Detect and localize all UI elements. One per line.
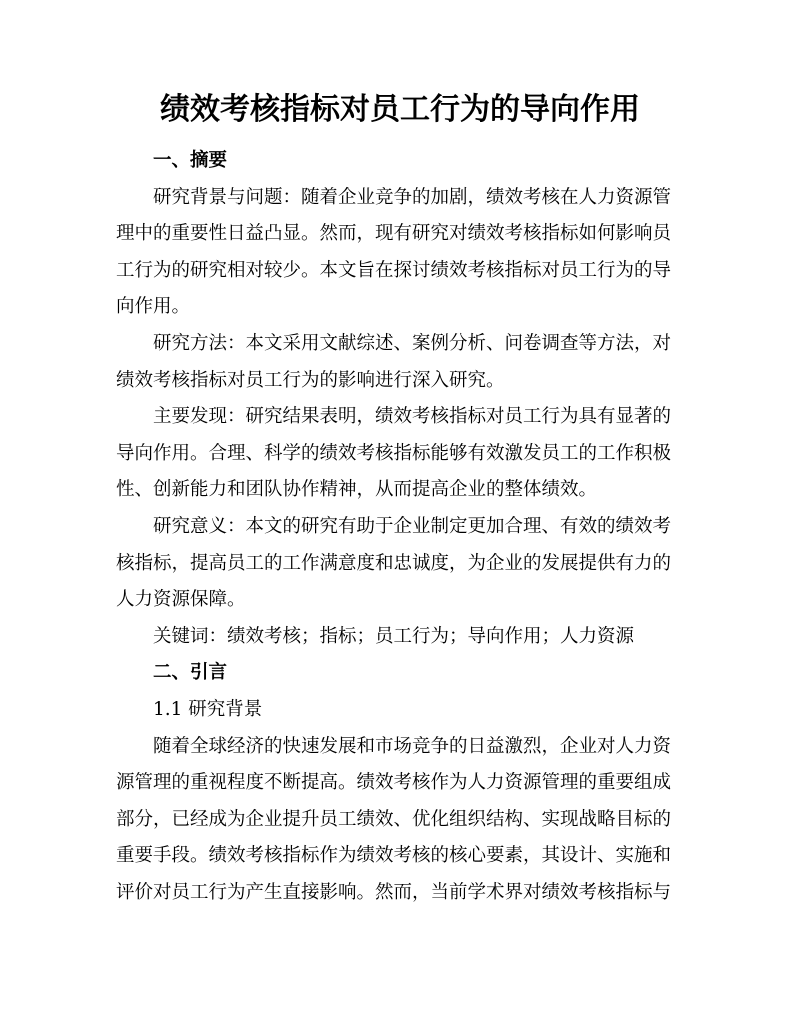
- abstract-heading: 一、摘要: [153, 150, 228, 171]
- document-body: [116, 143, 671, 911]
- introduction-paragraph: 随着全球经济的快速发展和市场竞争的日益激烈，企业对人力资源管理的重视程度不断提高。绩效考核作为人力资源管理的重要组成部分，已经成为企业提升员工绩效、优化组织结构、实现战略目标的重要手段。绩效考核指标作为绩效考核的核心要素，其设计、实施和评价对员工行为产生直接影响。然而，当前学术界对绩效考核指标与: [116, 735, 672, 903]
- significance-paragraph: 研究意义：本文的研究有助于企业制定更加合理、有效的绩效考核指标，提高员工的工作满意度和忠诚度，为企业的发展提供有力的人力资源保障。: [116, 515, 672, 611]
- method-paragraph: 研究方法：本文采用文献综述、案例分析、问卷调查等方法，对绩效考核指标对员工行为的影响进行深入研究。: [116, 332, 672, 391]
- subsection-heading: 1.1 研究背景: [153, 698, 263, 720]
- keywords-line: 关键词：绩效考核；指标；员工行为；导向作用；人力资源: [153, 625, 635, 647]
- introduction-heading: 二、引言: [153, 662, 228, 684]
- document-title: 绩效考核指标对员工行为的导向作用: [160, 92, 640, 127]
- background-paragraph: 研究背景与问题：随着企业竞争的加剧，绩效考核在人力资源管理中的重要性日益凸显。然而，现有研究对绩效考核指标如何影响员工行为的研究相对较少。本文旨在探讨绩效考核指标对员工行为的导向作用。: [116, 186, 672, 318]
- findings-paragraph: 主要发现：研究结果表明，绩效考核指标对员工行为具有显著的导向作用。合理、科学的绩效考核指标能够有效激发员工的工作积极性、创新能力和团队协作精神，从而提高企业的整体绩效。: [116, 406, 672, 501]
